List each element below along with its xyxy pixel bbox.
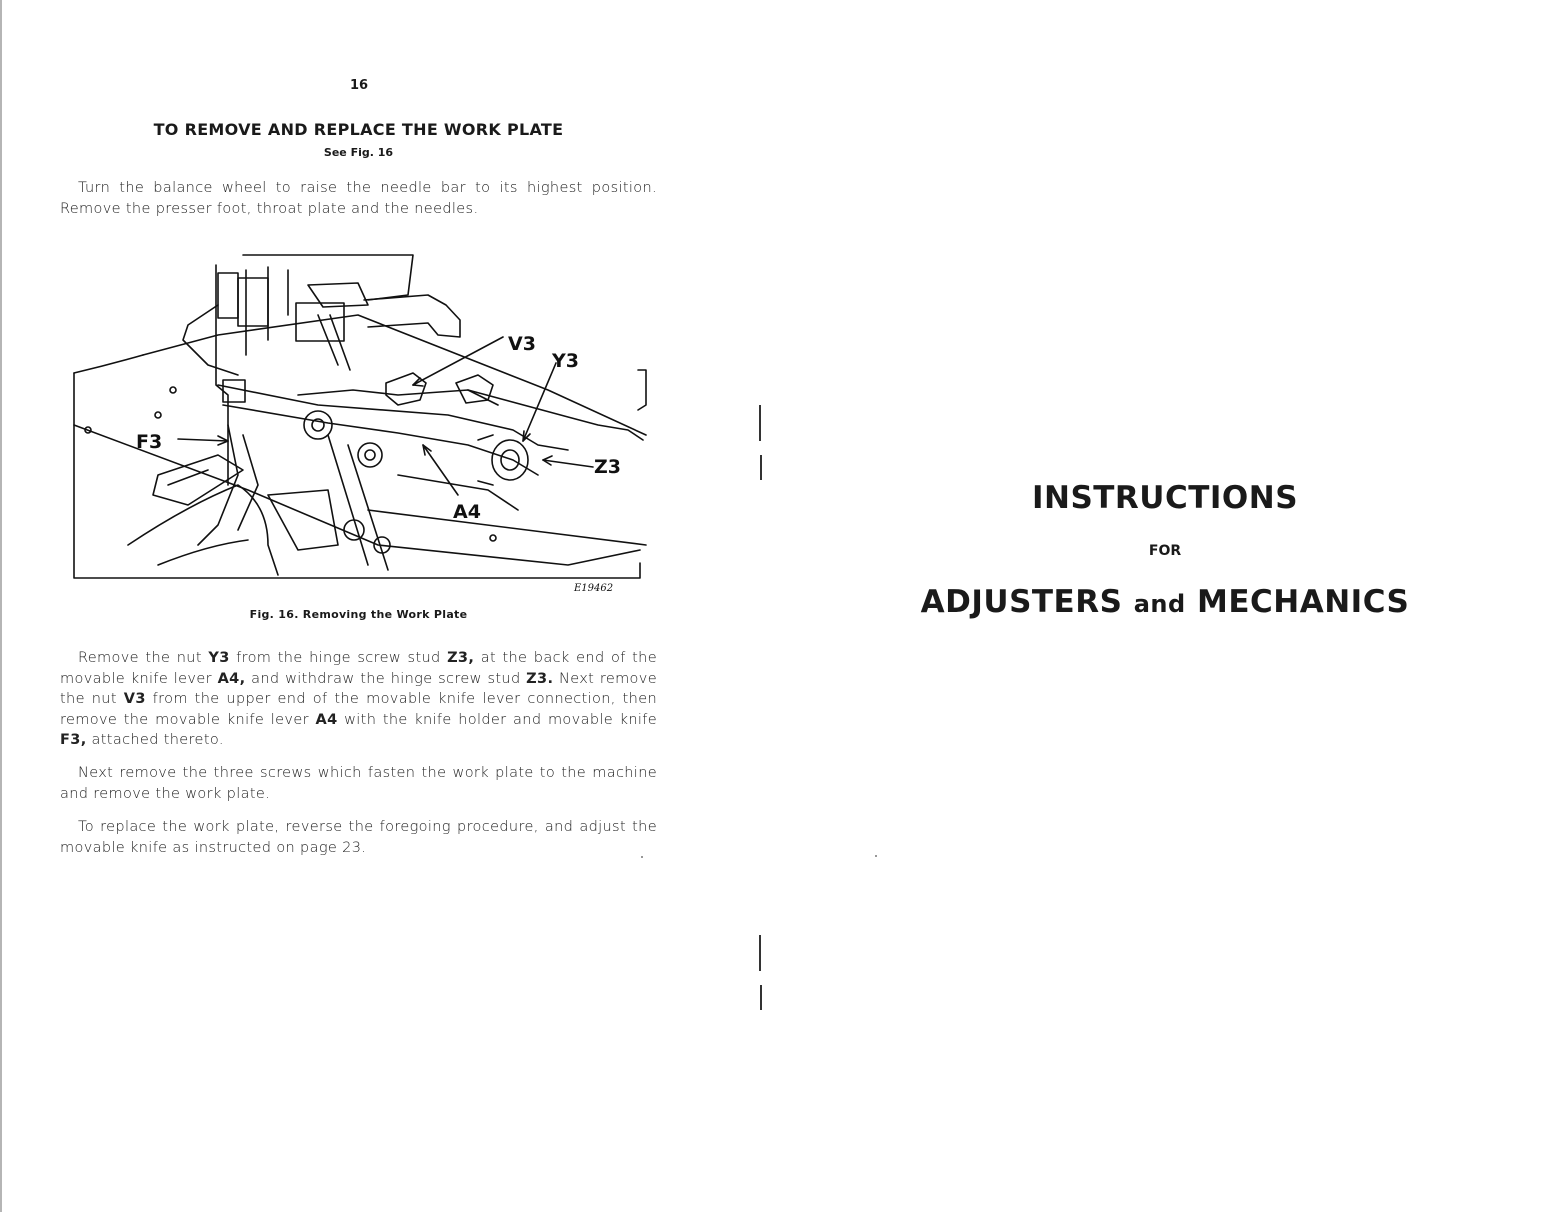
text-run: from the hinge screw stud [229, 650, 448, 666]
subtitle-mechanics: MECHANICS [1197, 584, 1410, 620]
page-edge-line [0, 0, 2, 1212]
part-ref-y3: Y3 [208, 650, 230, 666]
gutter-mark [760, 455, 762, 480]
work-plate-drawing [68, 245, 658, 595]
subtitle-adjusters: ADJUSTERS [920, 584, 1123, 620]
figure-reference: See Fig. 16 [323, 146, 394, 159]
section-title: TO REMOVE AND REPLACE THE WORK PLATE [153, 120, 564, 139]
part-ref-a4: A4 [315, 711, 338, 728]
intro-paragraph: Turn the balance wheel to raise the needle bar to its highest position. Remove the presser foot, throat plate and the needles. [60, 180, 657, 217]
machine-illustration [68, 245, 658, 595]
cover-title: INSTRUCTIONS [1031, 480, 1299, 516]
scan-speck [641, 856, 643, 858]
part-ref-v3: V3 [123, 691, 146, 707]
figure-caption: Fig. 16. Removing the Work Plate [249, 608, 468, 621]
screws-paragraph: Next remove the three screws which fasten the work plate to the machine and remove the work plate. [60, 765, 657, 802]
part-ref-a4: A4, [217, 670, 246, 687]
scan-speck [875, 855, 877, 857]
part-ref-z3: Z3. [526, 670, 554, 687]
gutter-mark [760, 985, 762, 1010]
subtitle-and: and [1133, 590, 1186, 618]
page-number: 16 [350, 78, 369, 93]
removal-paragraph [60, 648, 657, 751]
text-run: and withdraw the hinge screw stud [245, 670, 527, 687]
label-z3: Z3 [594, 456, 621, 478]
label-a4: A4 [453, 501, 481, 523]
label-v3: V3 [508, 333, 536, 355]
text-run: attached thereto. [86, 732, 224, 748]
text-run: Next remove the nut [60, 670, 657, 707]
cover-subtitle [880, 584, 1450, 620]
replace-paragraph: To replace the work plate, reverse the foregoing procedure, and adjust the movable knife as instructed on page 23. [60, 819, 657, 856]
text-run: from the upper end of the movable knife lever connection, then remove the movable knife lever [60, 691, 657, 728]
part-ref-z3: Z3, [447, 650, 475, 666]
label-y3: Y3 [552, 350, 579, 372]
text-run: at the back end of the movable knife lever [60, 650, 657, 687]
gutter-mark [759, 405, 761, 441]
gutter-mark [759, 935, 761, 971]
cover-for: FOR [1148, 543, 1182, 559]
text-run: Remove the nut [78, 650, 209, 666]
text-run: with the knife holder and movable knife [337, 711, 657, 728]
label-f3: F3 [136, 431, 163, 453]
part-ref-f3: F3, [60, 732, 87, 748]
figure-code: E19462 [574, 583, 614, 594]
